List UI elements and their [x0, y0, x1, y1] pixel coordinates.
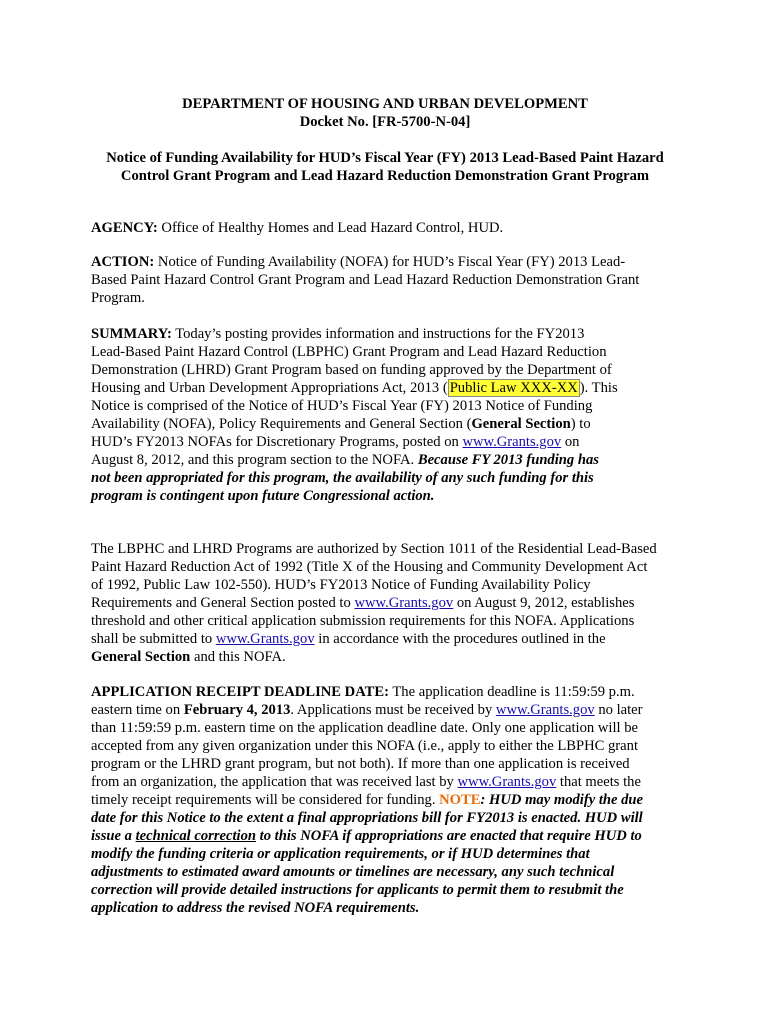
programs-text-line: of 1992, Public Law 102-550). HUD’s FY2013 Notice of Funding Availability Policy — [91, 577, 591, 593]
agency-label: AGENCY: — [91, 220, 158, 236]
note-text: issue a — [91, 828, 136, 844]
note-text-line: date for this Notice to the extent a final appropriations bill for FY2013 is enacted. HUD will — [91, 810, 643, 826]
deadline-text-line: than 11:59:59 p.m. eastern time on the application deadline date. Only one application will be — [91, 720, 638, 736]
docket-number: Docket No. [FR-5700-N-04] — [299, 114, 471, 130]
summary-text: Housing and Urban Development Appropriations Act, 2013 ( — [91, 380, 448, 396]
note-text: to this NOFA if appropriations are enacted that require HUD to — [256, 828, 642, 844]
department-heading: DEPARTMENT OF HOUSING AND URBAN DEVELOPMENT — [182, 96, 588, 112]
funding-caveat: not been appropriated for this program, the availability of any such funding for this — [91, 470, 594, 486]
programs-text: on August 9, 2012, establishes — [453, 595, 635, 611]
programs-text-line: The LBPHC and LHRD Programs are authorized by Section 1011 of the Residential Lead-Based — [91, 541, 657, 557]
summary-label: SUMMARY: — [91, 326, 172, 342]
summary-text: ). This — [579, 380, 618, 396]
deadline-text: The application deadline is 11:59:59 p.m. — [389, 684, 635, 700]
programs-paragraph — [91, 540, 691, 666]
summary-text: Today’s posting provides information and instructions for the FY2013 — [171, 326, 585, 342]
technical-correction-underlined: technical correction — [135, 828, 256, 844]
deadline-text: that meets the — [556, 774, 641, 790]
programs-text: shall be submitted to — [91, 631, 216, 647]
action-text: Notice of Funding Availability (NOFA) for HUD’s Fiscal Year (FY) 2013 Lead- — [154, 254, 626, 270]
programs-text: in accordance with the procedures outlined in the — [314, 631, 606, 647]
grants-gov-link[interactable]: www.Grants.gov — [354, 595, 454, 611]
note-text: : HUD may modify the due — [480, 792, 644, 808]
programs-text-line: Paint Hazard Reduction Act of 1992 (Title X of the Housing and Community Development Act — [91, 559, 648, 575]
funding-caveat: Because FY 2013 funding has — [417, 452, 599, 468]
summary-text: ) to — [570, 416, 591, 432]
public-law-highlight: Public Law XXX-XX — [449, 380, 578, 396]
general-section-bold: General Section — [471, 416, 571, 432]
action-text-line: Program. — [91, 290, 145, 306]
deadline-text: eastern time on — [91, 702, 184, 718]
grants-gov-link[interactable]: www.Grants.gov — [462, 434, 562, 450]
note-text-line: application to address the revised NOFA requirements. — [91, 900, 420, 916]
notice-title-line-1: Notice of Funding Availability for HUD’s Fiscal Year (FY) 2013 Lead-Based Paint Hazard — [106, 150, 664, 166]
action-text-line: Based Paint Hazard Control Grant Program and Lead Hazard Reduction Demonstration Grant — [91, 272, 640, 288]
action-label: ACTION: — [91, 254, 155, 270]
notice-title-line-2: Control Grant Program and Lead Hazard Reduction Demonstration Grant Program — [120, 168, 650, 184]
agency-text: Office of Healthy Homes and Lead Hazard Control, HUD. — [157, 220, 504, 236]
deadline-text: from an organization, the application that was received last by — [91, 774, 458, 790]
deadline-text: timely receipt requirements will be considered for funding. — [91, 792, 440, 808]
deadline-text: no later — [594, 702, 643, 718]
programs-text: Requirements and General Section posted to — [91, 595, 355, 611]
deadline-label: APPLICATION RECEIPT DEADLINE DATE: — [91, 684, 389, 700]
deadline-text-line: accepted from any given organization under this NOFA (i.e., apply to either the LBPHC grant — [91, 738, 638, 754]
summary-paragraph — [91, 325, 691, 505]
general-section-bold: General Section — [91, 649, 191, 665]
summary-text: August 8, 2012, and this program section to the NOFA. — [91, 452, 418, 468]
deadline-date: February 4, 2013 — [183, 702, 291, 718]
summary-text-line: Lead-Based Paint Hazard Control (LBPHC) Grant Program and Lead Hazard Reduction — [91, 344, 607, 360]
grants-gov-link[interactable]: www.Grants.gov — [457, 774, 557, 790]
grants-gov-link[interactable]: www.Grants.gov — [495, 702, 595, 718]
funding-caveat: program is contingent upon future Congressional action. — [91, 488, 435, 504]
summary-text-line: Demonstration (LHRD) Grant Program based on funding approved by the Department of — [91, 362, 612, 378]
note-text-line: modify the funding criteria or application requirements, or if HUD determines that — [91, 846, 590, 862]
deadline-text-line: program or the LHRD grant program, but not both). If more than one application is received — [91, 756, 630, 772]
deadline-paragraph — [91, 683, 691, 917]
note-text-line: adjustments to estimated award amounts or timelines are necessary, any such technical — [91, 864, 615, 880]
deadline-text: . Applications must be received by — [290, 702, 496, 718]
grants-gov-link[interactable]: www.Grants.gov — [215, 631, 315, 647]
action-paragraph — [91, 253, 691, 307]
programs-text-line: threshold and other critical application submission requirements for this NOFA. Applications — [91, 613, 635, 629]
summary-text: Availability (NOFA), Policy Requirements and General Section ( — [91, 416, 472, 432]
summary-text: HUD’s FY2013 NOFAs for Discretionary Programs, posted on — [91, 434, 463, 450]
note-label: NOTE — [439, 792, 481, 808]
summary-text: on — [561, 434, 580, 450]
agency-paragraph — [91, 219, 691, 237]
note-text-line: correction will provide detailed instructions for applicants to permit them to resubmit the — [91, 882, 624, 898]
programs-text: and this NOFA. — [190, 649, 286, 665]
summary-text-line: Notice is comprised of the Notice of HUD’s Fiscal Year (FY) 2013 Notice of Funding — [91, 398, 593, 414]
